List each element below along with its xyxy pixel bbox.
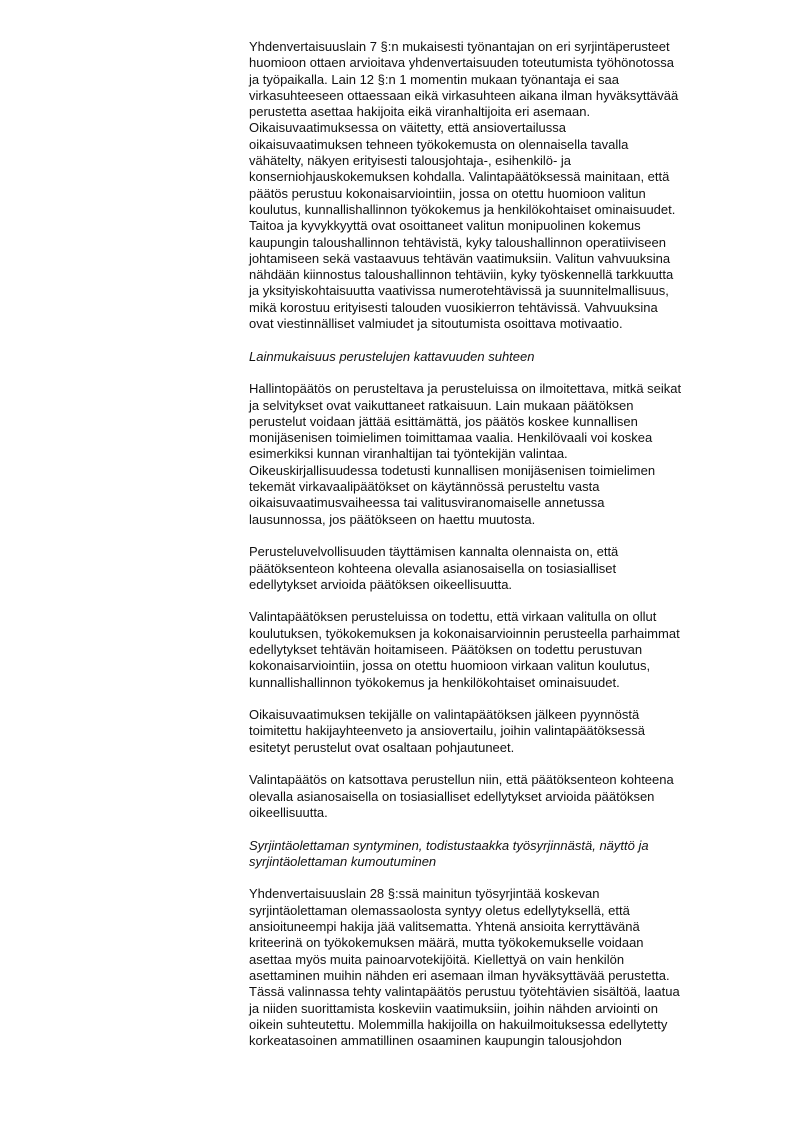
text-line: olevalla asianosaisella on tosiasialliset edellytykset arvioida päätöksen — [249, 788, 655, 804]
text-line: nähdään kiinnostus taloushallinnon tehtäviin, kyky työskennellä tarkkuutta — [249, 267, 674, 283]
text-line: koulutus, kunnallishallinnon työkokemus ja henkilökohtaiset ominaisuudet. — [249, 201, 676, 217]
text-line: ja työpaikalla. Lain 12 §:n 1 momentin mukaan työnantaja ei saa — [249, 71, 620, 87]
text-line: oikein suhteutettu. Molemmilla hakijoilla on hakuilmoituksessa edellytetty — [249, 1016, 668, 1032]
text-line: Oikaisuvaatimuksen tekijälle on valintapäätöksen jälkeen pyynnöstä — [249, 707, 640, 723]
text-line: vähätelty, näkyen erityisesti talousjohtaja-, esihenkilö- ja — [249, 153, 572, 169]
text-line: Hallintopäätös on perusteltava ja perusteluissa on ilmoitettava, mitkä seikat — [249, 381, 682, 397]
text-line: oikaisuvaatimusvaiheessa tai valitusviranomaiselle annetussa — [249, 495, 605, 511]
text-line: oikaisuvaatimuksen tehneen työkokemusta on olennaisella tavalla — [249, 136, 629, 152]
text-line: perustelut voidaan jättää esittämättä, jos päätös koskee kunnallisen — [249, 413, 638, 429]
text-line: Yhdenvertaisuuslain 28 §:ssä mainitun työsyrjintää koskevan — [249, 886, 600, 902]
text-line: huomioon ottaen arvioitava yhdenvertaisuuden toteutumista työhönotossa — [249, 55, 674, 71]
text-line: ja selvitykset ovat vaikuttaneet ratkaisuun. Lain mukaan päätöksen — [249, 397, 634, 413]
text-line: Syrjintäolettaman syntyminen, todistustaakka työsyrjinnästä, näyttö ja — [249, 837, 649, 853]
body-paragraph — [249, 707, 741, 756]
section-heading — [249, 838, 741, 871]
text-line: koulutuksen, työkokemuksen ja kokonaisarvioinnin perusteella parhaimmat — [249, 625, 680, 641]
text-line: esitetyt perustelut ovat osaltaan pohjautuneet. — [249, 739, 515, 755]
text-line: toimitettu hakijayhteenveto ja ansiovertailu, joihin valintapäätöksessä — [249, 723, 646, 739]
document-page — [249, 39, 741, 1049]
text-line: esimerkiksi kunnan viranhaltijan tai työntekijän valintaa. — [249, 446, 568, 462]
text-line: konserniohjauskokemuksen kohdalla. Valintapäätöksessä mainitaan, että — [249, 169, 670, 185]
text-line: kriteerinä on työkokemuksen määrä, mutta työkokemukselle voidaan — [249, 935, 644, 951]
text-line: ja niiden suorittamista koskeviin vaatimuksiin, joihin nähden arviointi on — [249, 1000, 658, 1016]
text-line: lausunnossa, jos päätökseen on haettu muutosta. — [249, 511, 536, 527]
text-line: edellytykset tehtävän hoitamiseen. Päätöksen on todettu perustuvan — [249, 641, 643, 657]
text-line: syrjintäolettaman olemassaolosta syntyy oletus edellytyksellä, että — [249, 902, 630, 918]
section-heading — [249, 349, 741, 365]
text-line: perustetta asettaa hakijoita eikä viranhaltijoita eri asemaan. — [249, 104, 591, 120]
body-paragraph — [249, 772, 741, 821]
text-line: päätös perustuu kokonaisarviointiin, jossa on otettu huomioon valitun — [249, 185, 646, 201]
text-line: korkeatasoinen ammatillinen osaaminen kaupungin talousjohdon — [249, 1033, 622, 1049]
text-line: Valintapäätöksen perusteluissa on todettu, että virkaan valitulla on ollut — [249, 609, 657, 625]
text-line: kaupungin taloushallinnon tehtävistä, kyky taloushallinnon operatiiviseen — [249, 234, 666, 250]
text-line: Taitoa ja kyvykkyyttä ovat osoittaneet valitun monipuolinen kokemus — [249, 218, 641, 234]
text-line: asettaminen muihin nähden eri asemaan ilman hyväksyttävää perustetta. — [249, 967, 670, 983]
text-line: ansioituneempi hakija jää valitsematta. Yhtenä ansioita kerryttävänä — [249, 919, 640, 935]
text-line: Tässä valinnassa tehty valintapäätös perustuu työtehtävien sisältöä, laatua — [249, 984, 680, 1000]
text-line: päätöksenteon kohteena olevalla asianosaisella on tosiasialliset — [249, 560, 617, 576]
body-paragraph — [249, 381, 741, 528]
text-line: edellytykset arvioida päätöksen oikeellisuutta. — [249, 576, 513, 592]
text-line: asettaa myös muita painoarvotekijöitä. Kiellettyä on vain henkilön — [249, 951, 625, 967]
text-line: Oikeuskirjallisuudessa todetusti kunnallisen monijäsenisen toimielimen — [249, 462, 656, 478]
text-line: Perusteluvelvollisuuden täyttämisen kannalta olennaista on, että — [249, 544, 619, 560]
body-paragraph — [249, 544, 741, 593]
text-line: monijäsenisen toimielimen toimittamaa vaalia. Henkilövaali voi koskea — [249, 430, 653, 446]
text-line: syrjintäolettaman kumoutuminen — [249, 853, 437, 869]
body-paragraph — [249, 886, 741, 1049]
text-line: ja yksityiskohtaisuutta vaativissa numerotehtävissä ja suunnitelmallisuus, — [249, 283, 669, 299]
text-line: ovat viestinnälliset valmiudet ja sitoutumista osoittava motivaatio. — [249, 316, 623, 332]
text-line: Valintapäätös on katsottava perustellun niin, että päätöksenteon kohteena — [249, 772, 674, 788]
body-paragraph — [249, 609, 741, 690]
text-line: Oikaisuvaatimuksessa on väitetty, että ansiovertailussa — [249, 120, 566, 136]
text-line: Yhdenvertaisuuslain 7 §:n mukaisesti työnantajan on eri syrjintäperusteet — [249, 39, 670, 54]
body-paragraph — [249, 39, 741, 332]
text-line: kunnallishallinnon työkokemus ja henkilökohtaiset ominaisuudet. — [249, 674, 620, 690]
text-line: mikä korostuu erityisesti talouden vuosikierron tehtävissä. Vahvuuksina — [249, 299, 658, 315]
text-line: virkasuhteeseen ottaessaan eikä virkasuhteen aikana ilman hyväksyttävää — [249, 87, 679, 103]
text-line: johtamiseen sekä vastaavuus tehtävän vaatimuksiin. Valitun vahvuuksina — [249, 250, 671, 266]
text-line: tekemät virkavaalipäätökset on käytännössä perusteltu vasta — [249, 479, 600, 495]
text-line: Lainmukaisuus perustelujen kattavuuden suhteen — [249, 348, 535, 364]
text-line: kokonaisarviointiin, jossa on otettu huomioon virkaan valitun koulutus, — [249, 658, 651, 674]
text-line: oikeellisuutta. — [249, 804, 328, 820]
